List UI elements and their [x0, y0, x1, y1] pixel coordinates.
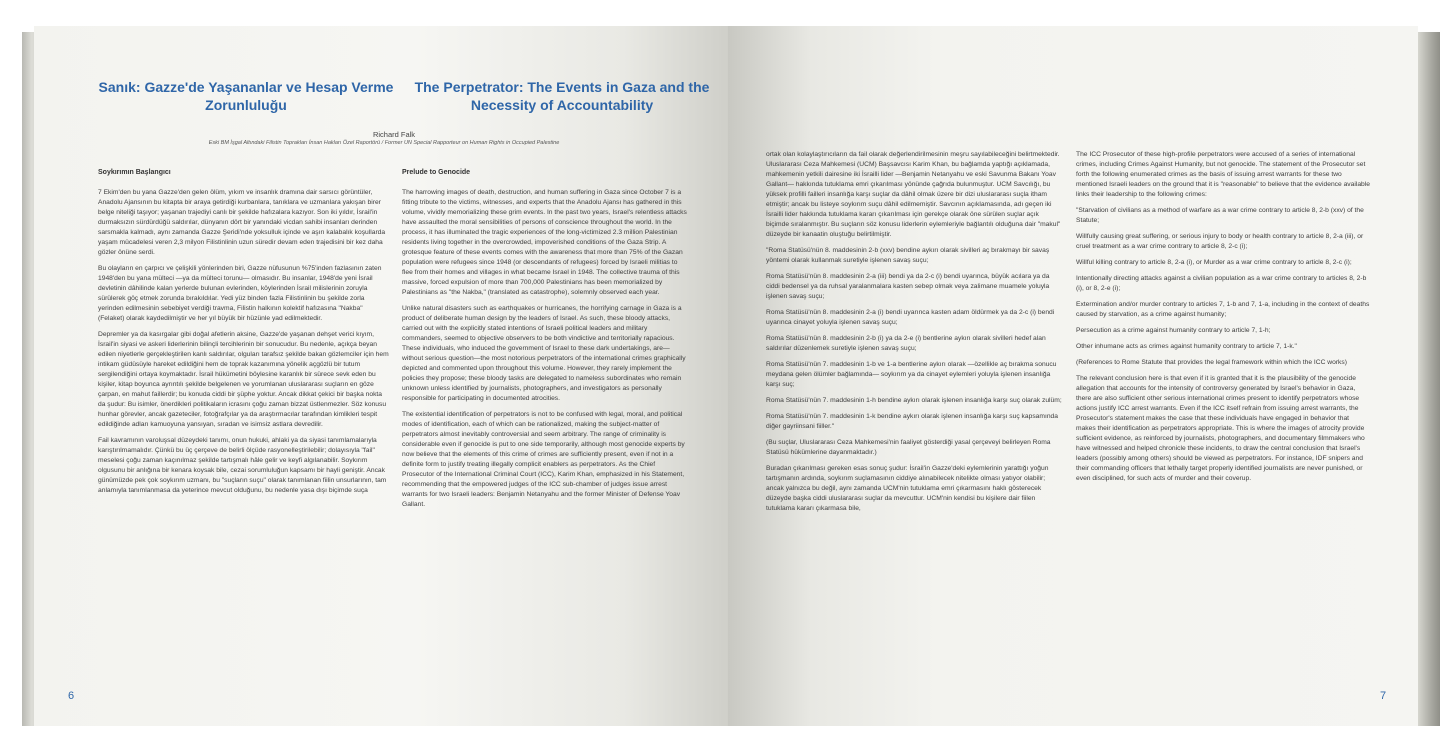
- paragraph: Persecution as a crime against humanity contrary to article 7, 1-h;: [1076, 327, 1271, 334]
- section-heading-tr: Soykırımın Başlangıcı: [98, 169, 171, 176]
- paragraph: Roma Statüsü'nün 7. maddesinin 1-b ve 1-a bentlerine aykırı olarak —özellikle aç bırakma sonucu meydana gelen ölümler bağlamında— soykırım ya da cinayet eylemleri yoluyla işlenen insanlığa karşı suç;: [766, 361, 1057, 388]
- paragraph: (Bu suçlar, Uluslararası Ceza Mahkemesi'nin faaliyet gösterdiği yasal çerçeveyi belirleyen Roma Statüsü hükümlerine dayanmaktadır.): [766, 439, 1051, 456]
- author-name: Richard Falk: [372, 130, 416, 139]
- paragraph: The relevant conclusion here is that even if it is granted that it is the plausibility of the genocide allegation that accounts for the intensity of controversy generated by Israel's behavior in Gaza, there are also sufficient other serious international crimes present to identify perpetrators whose actions justify ICC arrest warrants. Even if the ICC itself refrain from issuing arrest warrants, the Prosecutor's statement makes the case that these individuals have engaged in behavior that makes their identification as perpetrators appropriate. This is where the images of atrocity provide sufficient evidence, as reinforced by journalists, photographers, and documentary filmmakers who have witnessed and helped chronicle these incidents, to draw the central conclusion that Israel's leaders (possibly among others) should be viewed as perpetrators. For instance, IDF snipers and their commanding officers that lethally target properly identified journalists are never punished, or even disciplined, for such acts of murder and their coverup.: [1076, 375, 1365, 482]
- column-english-right: [1076, 150, 1370, 490]
- page-number-left: 6: [68, 690, 75, 702]
- left-page: [34, 26, 728, 726]
- paragraph: Depremler ya da kasırgalar gibi doğal afetlerin aksine, Gazze'de yaşanan dehşet verici kıyım, İsrail'in siyasi ve askeri liderlerinin bilinçli tercihlerinin bir sonucudur. Bu nedenle, açıkça beyan edilen niyetlerle gerçekleştirilen kanlı saldırılar, olguları tarafsız şekilde bakan gözlemciler için hem intikam güdüsüyle hareket edildiğini hem de toprak kazanımına yönelik açgözlü bir tutum sergilendiğini ortaya koymaktadır. İsrail hükümetini böylesine karanlık bir sürece sevk eden bu kişiler, kitap boyunca ayrıntılı şekilde belgelenen ve yorumlanan uluslararası suçların en göze çarpan, en mahut faillerdir; bu konuda ciddi bir şüphe yoktur. Ancak dikkat çekici bir başka nokta da şudur: Bu isimler, önerdikleri politikaların icrasını çoğu zaman bizzat üstlenmezler. Söz konusu hunhar görevler, ancak gazeteciler, fotoğrafçılar ya da araştırmacılar tarafından kimlikleri tespit edildiğinde adları kamuoyuna yansıyan, sıradan ve isimsiz astlara devredilir.: [98, 331, 389, 428]
- paragraph: Roma Statüsü'nün 8. maddesinin 2-b (i) ya da 2-e (i) bentlerine aykırı olarak sivilleri hedef alan saldırılar düzenlemek suretiyle işlenen savaş suçu;: [766, 335, 1046, 352]
- paragraph: "Starvation of civilians as a method of warfare as a war crime contrary to article 8, 2-b (xxv) of the Statute;: [1076, 207, 1364, 224]
- paragraph: The ICC Prosecutor of these high-profile perpetrators were accused of a series of international crimes, including Crimes Against Humanity, but not genocide. The statement of the Prosecutor set forth the following enumerated crimes as the basis of issuing arrest warrants for these two mentioned Israeli leaders on the ground that it is "reasonable" to believe that the evidence available links their leadership to the following crimes:: [1076, 151, 1370, 198]
- paragraph: Buradan çıkarılması gereken esas sonuç şudur: İsrail'in Gazze'deki eylemlerinin yarattığı yoğun tartışmanın ardında, soykırım suçlamasının ciddiye alınabilecek nitelikte olması yatıyor olabilir; ancak yalnızca bu değil, aynı zamanda UCM'nin tutuklama emri çıkarmasını haklı gösterecek düzeyde başka ciddi uluslararası suçlar da mevcuttur. UCM'nin kendisi bu kişilere dair fiilen tutuklama kararı çıkarmasa bile,: [766, 465, 1049, 512]
- paragraph: Roma Statüsü'nün 8. maddesinin 2-a (i) bendi uyarınca kasten adam öldürmek ya da 2-c (i) bendi uyarınca cinayet yoluyla işlenen savaş suçu;: [766, 309, 1055, 326]
- paragraph: Roma Statüsü'nün 8. maddesinin 2-a (iii) bendi ya da 2-c (i) bendi uyarınca, büyük acılara ya da ciddi bedensel ya da ruhsal yaralanmalara kasten sebep olmak veya zalimane muamele yoluyla işlenen savaş suçu;: [766, 273, 1050, 300]
- column-turkish-right: [766, 150, 1062, 520]
- paragraph: Willful killing contrary to article 8, 2-a (i), or Murder as a war crime contrary to article 8, 2-c (i);: [1076, 259, 1352, 266]
- column-english-left: [402, 168, 688, 516]
- right-page: [728, 26, 1418, 726]
- paragraph: ortak olan kolaylaştırıcıların da fail olarak değerlendirilmesinin meşru sayılabileceğini belirtmektedir. Uluslararası Ceza Mahkemesi (UCM) Başsavcısı Karim Khan, bu bağlamda yaptığı açıklamada, mahkemenin yetkili dairesine iki İsrailli lider —Benjamin Netanyahu ve eski Savunma Bakanı Yoav Gallant— hakkında tutuklama emri çıkarılması yönünde çağrıda bulunmuştur. UCM Savcılığı, bu yüksek profilli failleri insanlığa karşı suçlar da dâhil olmak üzere bir dizi uluslararası suçla itham etmiştir; ancak bu listeye soykırım suçu dâhil edilmemiştir. Savcının açıklamasında, adı geçen iki İsrailli lider hakkında tutuklama kararı çıkarılması için gerekçe olarak öne sürülen suçlar açık biçimde sıralanmıştır. Bu suçların söz konusu liderlerin eylemleriyle bağlantılı olduğuna dair "makul" düzeyde bir kanaatin oluştuğu belirtilmiştir.: [766, 151, 1061, 238]
- paragraph: Intentionally directing attacks against a civilian population as a war crime contrary to articles 8, 2-b (i), or 8, 2-e (i);: [1076, 275, 1367, 292]
- paragraph: Roma Statüsü'nün 7. maddesinin 1-h bendine aykırı olarak işlenen insanlığa karşı suç olarak zulüm;: [766, 397, 1062, 404]
- page-number-right: 7: [1380, 690, 1387, 702]
- title-english: The Perpetrator: The Events in Gaza and the Necessity of Accountability: [414, 79, 710, 113]
- paragraph: The harrowing images of death, destruction, and human suffering in Gaza since October 7 is a fitting tribute to the victims, witnesses, and experts that the Anadolu Ajansı has gathered in this volume, vividly memorializing these grim events. In the past two years, Israel's relentless attacks have assaulted the moral sensibilities of persons of conscience throughout the world. In the process, it has illuminated the tragic experiences of the long-victimized 2.3 million Palestinian residents living together in the overcrowded, impoverished conditions of the Gaza Strip. A grotesque feature of these events comes with the awareness that more than 75% of the Gazan population were refugees since 1948 (or descendants of refugees) forced by Israeli militias to flee from their homes and villages in what became Israel in 1948. The collective trauma of this massive, forced expulsion of more than 700,000 Palestinians has been memorialized by Palestinians as "the Nakba," (translated as catastrophe), solemnly observed each year.: [402, 189, 687, 296]
- book-edge-right: [1418, 32, 1440, 726]
- section-heading-en: Prelude to Genocide: [402, 169, 471, 176]
- paragraph: Unlike natural disasters such as earthquakes or hurricanes, the horrifying carnage in Gaza is a product of deliberate human design by the leaders of Israel. As such, these bloody attacks, carried out with the explicitly stated intentions of Israeli political leaders and military commanders, seemed to objective observers to be both vindictive and territorially rapacious. These individuals, who induced the government of Israel to these dark undertakings, are—without serious question—the most notorious perpetrators of the international crimes graphically depicted and commented upon throughout this volume. However, they rarely implement the policies they propose; these bloody tasks are delegated to nameless subordinates who remain unknown unless identified by journalists, photographers, and investigators as personally responsible for participating in documented atrocities.: [402, 305, 686, 402]
- title-turkish: Sanık: Gazze'de Yaşananlar ve Hesap Verme Zorunluluğu: [98, 79, 394, 113]
- paragraph: Willfully causing great suffering, or serious injury to body or health contrary to article 8, 2-a (iii), or cruel treatment as a war crime contrary to article 8, 2-c (i);: [1076, 233, 1364, 250]
- paragraph: "Roma Statüsü'nün 8. maddesinin 2-b (xxv) bendine aykırı olarak sivilleri aç bırakmayı bir savaş yöntemi olarak kullanmak suretiyle işlenen savaş suçu;: [766, 247, 1050, 264]
- paragraph: Other inhumane acts as crimes against humanity contrary to article 7, 1-k.": [1076, 343, 1297, 350]
- author-affiliation: Eski BM İşgal Altındaki Filistin Toprakları İnsan Hakları Özel Raportörü / Former UN Special Rapporteur on Human Rights in Occupied Palestine: [208, 140, 560, 146]
- paragraph: Bu olayların en çarpıcı ve çelişkili yönlerinden biri, Gazze nüfusunun %75'inden fazlasının zaten 1948'den bu yana mülteci —ya da mülteci torunu— olmasıdır. Bu insanlar, 1948'de yeni İsrail devletinin dâhilinde kalan yerlerde bulunan evlerinden, köylerinden İsrail milislerinin zoruyla sürülerek göç etmek zorunda bırakıldılar. Yedi yüz binden fazla Filistinlinin bu şekilde zorla yerinden edilmesinin sebebiyet verdiği travma, Filistin halkının kolektif hafızasına "Nakba" (Felaket) olarak kaydedilmiştir ve her yıl büyük bir hüzünle yad edilmektedir.: [98, 265, 382, 322]
- paragraph: (References to Rome Statute that provides the legal framework within which the ICC works): [1076, 359, 1347, 366]
- paragraph: 7 Ekim'den bu yana Gazze'den gelen ölüm, yıkım ve insanlık dramına dair sarsıcı görüntüler, Anadolu Ajansının bu kitapta bir araya getirdiği kurbanlara, tanıklara ve uzmanlara yakışan birer belge niteliği taşıyor; yaşanan trajediyi canlı bir şekilde hafızalara kazıyor. Son iki yıldır, İsrail'in durmaksızın sürdürdüğü saldırılar, dünyanın dört bir yanındaki vicdan sahibi insanları derinden sarsmakla kalmadı, aynı zamanda Gazze Şeridi'nde yoksulluk içinde ve aşırı kalabalık koşullarda yaşam mücadelesi veren 2,3 milyon Filistinlinin uzun süredir devam eden trajedisini bir kez daha gözler önüne serdi.: [98, 189, 386, 256]
- paragraph: Roma Statüsü'nün 7. maddesinin 1-k bendine aykırı olarak işlenen insanlığa karşı suç kapsamında diğer gayriinsani fiiller.": [766, 413, 1058, 430]
- column-turkish-left: [98, 168, 390, 502]
- paragraph: The existential identification of perpetrators is not to be confused with legal, moral, and political modes of identification, each of which can be rationalized, making the subject-matter of perpetrators almost inevitably controversial and seem arbitrary. The range of criminality is considerable even if genocide is put to one side temporarily, although most genocide experts by now believe that the elements of this crime of crimes are sufficiently present, even if not in a definite form to justify treating illegally complicit enablers as perpetrators. As the Chief Prosecutor of the International Criminal Court (ICC), Karim Khan, emphasized in his Statement, recommending that the empowered judges of the ICC sub-chamber of judges issue arrest warrants for two Israeli leaders: Benjamin Netanyahu and the former Minister of Defense Yoav Gallant.: [402, 411, 685, 508]
- open-book: [22, 26, 1440, 726]
- paragraph: Extermination and/or murder contrary to articles 7, 1-b and 7, 1-a, including in the context of deaths caused by starvation, as a crime against humanity;: [1076, 301, 1370, 318]
- paragraph: Fail kavramının varoluşsal düzeydeki tanımı, onun hukuki, ahlaki ya da siyasi tanımlamalarıyla karıştırılmamalıdır. Çünkü bu üç çerçeve de belirli ölçüde rasyonelleştirilebilir; dolayısıyla "fail" meselesi çoğu zaman kaçınılmaz şekilde tartışmalı hâle gelir ve keyfi algılanabilir. Soykırım olgusunu bir anlığına bir kenara koysak bile, cezai sorumluluğun kapsamı bir hayli geniştir. Ancak günümüzde pek çok soykırım uzmanı, bu "suçların suçu" olarak tanımlanan fiilin unsurlarının, tam anlamıyla tanımlanmasa da yeterince mevcut olduğunu, bu nedenle yasa dışı biçimde suça: [98, 437, 387, 494]
